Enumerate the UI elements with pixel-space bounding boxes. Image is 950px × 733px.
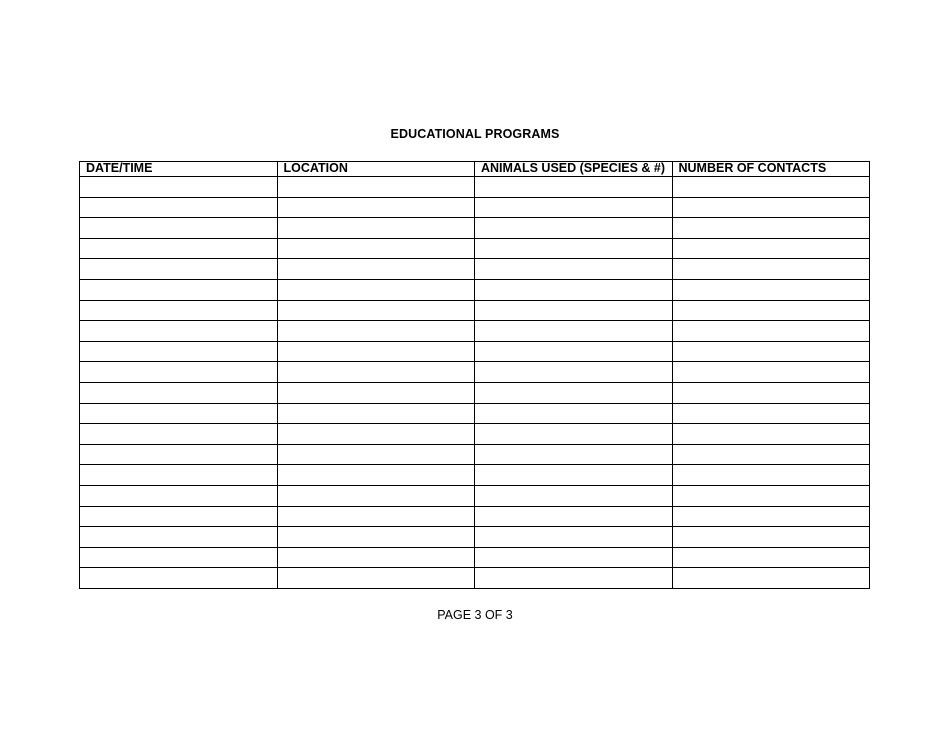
table-cell[interactable] (277, 465, 475, 486)
table-cell[interactable] (80, 547, 278, 568)
table-cell[interactable] (80, 238, 278, 259)
table-cell[interactable] (475, 177, 673, 198)
table-row (80, 568, 870, 589)
table-cell[interactable] (80, 382, 278, 403)
table-row (80, 279, 870, 300)
table-cell[interactable] (672, 259, 870, 280)
table-cell[interactable] (672, 444, 870, 465)
table-cell[interactable] (277, 300, 475, 321)
table-cell[interactable] (672, 568, 870, 589)
table-cell[interactable] (475, 403, 673, 424)
table-row (80, 527, 870, 548)
table-row (80, 506, 870, 527)
table-cell[interactable] (80, 321, 278, 342)
table-cell[interactable] (672, 403, 870, 424)
table-cell[interactable] (80, 362, 278, 383)
table-cell[interactable] (475, 568, 673, 589)
table-cell[interactable] (80, 218, 278, 239)
table-cell[interactable] (475, 444, 673, 465)
table-cell[interactable] (277, 444, 475, 465)
table-cell[interactable] (277, 321, 475, 342)
table-cell[interactable] (80, 568, 278, 589)
table-row (80, 341, 870, 362)
table-row (80, 218, 870, 239)
table-row (80, 259, 870, 280)
column-header-number-of-contacts: NUMBER OF CONTACTS (672, 162, 870, 177)
table-cell[interactable] (277, 506, 475, 527)
table-row (80, 238, 870, 259)
table-cell[interactable] (475, 527, 673, 548)
table-cell[interactable] (475, 547, 673, 568)
table-cell[interactable] (277, 403, 475, 424)
table-row (80, 321, 870, 342)
table-cell[interactable] (672, 279, 870, 300)
table-cell[interactable] (475, 341, 673, 362)
table-cell[interactable] (475, 279, 673, 300)
table-cell[interactable] (475, 300, 673, 321)
table-cell[interactable] (80, 485, 278, 506)
table-cell[interactable] (80, 444, 278, 465)
table-cell[interactable] (80, 300, 278, 321)
table-cell[interactable] (475, 238, 673, 259)
table-cell[interactable] (80, 403, 278, 424)
column-header-location: LOCATION (277, 162, 475, 177)
table-cell[interactable] (277, 238, 475, 259)
table-row (80, 177, 870, 198)
table-cell[interactable] (277, 424, 475, 445)
table-cell[interactable] (277, 527, 475, 548)
table-cell[interactable] (277, 485, 475, 506)
table-cell[interactable] (475, 218, 673, 239)
table-row (80, 300, 870, 321)
document-title: EDUCATIONAL PROGRAMS (390, 127, 560, 141)
table-cell[interactable] (80, 279, 278, 300)
table-cell[interactable] (277, 568, 475, 589)
table-row (80, 547, 870, 568)
column-header-animals-used: ANIMALS USED (SPECIES & #) (475, 162, 673, 177)
column-header-date-time: DATE/TIME (80, 162, 278, 177)
table-cell[interactable] (475, 506, 673, 527)
table-row (80, 444, 870, 465)
table-cell[interactable] (475, 321, 673, 342)
table-cell[interactable] (277, 218, 475, 239)
table-body (80, 177, 870, 589)
table-cell[interactable] (672, 218, 870, 239)
table-cell[interactable] (277, 547, 475, 568)
table-cell[interactable] (80, 341, 278, 362)
table-cell[interactable] (672, 382, 870, 403)
table-cell[interactable] (672, 485, 870, 506)
table-cell[interactable] (672, 506, 870, 527)
table-cell[interactable] (475, 362, 673, 383)
table-cell[interactable] (475, 259, 673, 280)
table-cell[interactable] (277, 279, 475, 300)
table-header-row (80, 162, 870, 177)
table-cell[interactable] (672, 321, 870, 342)
table-row (80, 403, 870, 424)
table-cell[interactable] (80, 424, 278, 445)
table-cell[interactable] (672, 300, 870, 321)
table-cell[interactable] (80, 506, 278, 527)
table-cell[interactable] (277, 197, 475, 218)
table-cell[interactable] (80, 197, 278, 218)
table-row (80, 382, 870, 403)
table-cell[interactable] (277, 341, 475, 362)
educational-programs-table (79, 161, 870, 589)
table-cell[interactable] (80, 177, 278, 198)
table-cell[interactable] (672, 527, 870, 548)
table-cell[interactable] (672, 197, 870, 218)
table-cell[interactable] (475, 424, 673, 445)
table-cell[interactable] (672, 424, 870, 445)
table-row (80, 197, 870, 218)
table-row (80, 465, 870, 486)
table-cell[interactable] (277, 382, 475, 403)
table-cell[interactable] (672, 362, 870, 383)
table-cell[interactable] (672, 238, 870, 259)
table-row (80, 485, 870, 506)
table-cell[interactable] (672, 547, 870, 568)
table-cell[interactable] (80, 465, 278, 486)
table-row (80, 362, 870, 383)
table-cell[interactable] (672, 341, 870, 362)
page-number: PAGE 3 OF 3 (437, 608, 513, 622)
table-cell[interactable] (80, 527, 278, 548)
table-cell[interactable] (672, 177, 870, 198)
table-cell[interactable] (277, 362, 475, 383)
table-cell[interactable] (672, 465, 870, 486)
table-cell[interactable] (475, 485, 673, 506)
table-cell[interactable] (277, 259, 475, 280)
table-cell[interactable] (475, 382, 673, 403)
table-cell[interactable] (475, 465, 673, 486)
table-cell[interactable] (80, 259, 278, 280)
table-cell[interactable] (475, 197, 673, 218)
table-row (80, 424, 870, 445)
table-cell[interactable] (277, 177, 475, 198)
